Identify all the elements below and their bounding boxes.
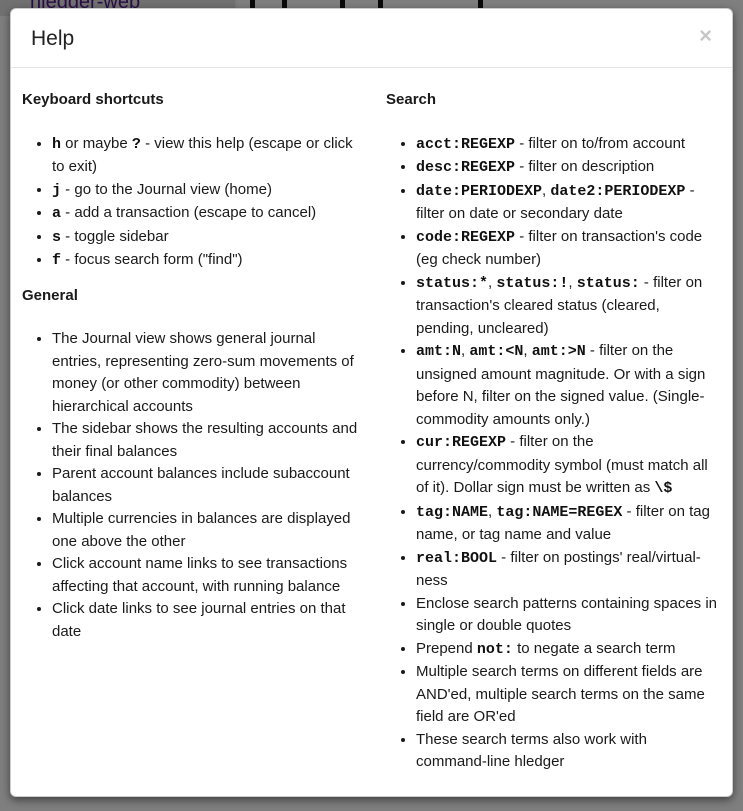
code-term: j <box>52 181 62 199</box>
help-item: • status:*, status:!, status: - filter on transaction's cleared status (cleared, pending, uncleared) <box>416 272 721 341</box>
help-item: • Multiple search terms on different fields are AND'ed, multiple search terms on the same field are OR'ed <box>416 661 721 729</box>
code-term: s <box>52 228 62 246</box>
modal-header <box>11 9 732 68</box>
help-item: • code:REGEXP - filter on transaction's code (eg check number) <box>416 226 721 272</box>
code-term: date:PERIODEXP <box>416 182 543 200</box>
help-item: • real:BOOL - filter on postings' real/virtual-ness <box>416 547 721 593</box>
code-term: status: <box>576 274 640 292</box>
code-term: status:! <box>496 274 569 292</box>
help-item: • Parent account balances include subaccount balances <box>52 463 364 508</box>
code-term: amt:N <box>416 343 462 360</box>
help-item: • Prepend not: to negate a search term <box>416 638 721 662</box>
code-term: cur:REGEXP <box>416 434 507 451</box>
help-item: • tag:NAME, tag:NAME=REGEX - filter on tag name, or tag name and value <box>416 501 721 547</box>
modal-title: Help <box>31 27 75 50</box>
code-term: ? <box>131 135 141 153</box>
code-term: amt:<N <box>469 343 524 360</box>
code-term: \$ <box>654 480 673 497</box>
help-item: • Click date links to see journal entries on that date <box>52 598 364 643</box>
section-heading: General <box>22 286 78 304</box>
help-item: • s - toggle sidebar <box>52 226 364 250</box>
help-item: • Click account name links to see transactions affecting that account, with running balance <box>52 553 364 598</box>
code-term: tag:NAME <box>416 503 489 521</box>
code-term: desc:REGEXP <box>416 159 516 176</box>
help-modal <box>10 8 733 797</box>
code-term: f <box>52 252 62 269</box>
code-term: date2:PERIODEXP <box>550 182 686 200</box>
help-list <box>22 328 364 643</box>
help-column-left <box>22 77 372 643</box>
help-item: • a - add a transaction (escape to cancel) <box>52 202 364 226</box>
help-item: • Multiple currencies in balances are displayed one above the other <box>52 508 364 553</box>
help-column-right <box>372 77 721 774</box>
section-heading: Search <box>386 91 437 108</box>
help-item: • cur:REGEXP - filter on the currency/commodity symbol (must match all of it). Dollar sign must be written as \$ <box>416 431 721 501</box>
help-item: • f - focus search form ("find") <box>52 249 364 273</box>
code-term: code:REGEXP <box>416 228 516 246</box>
help-item: • These search terms also work with command-line hledger <box>416 729 721 774</box>
modal-body <box>11 68 732 794</box>
help-item: • amt:N, amt:<N, amt:>N - filter on the unsigned amount magnitude. Or with a sign before N, filter on the signed value. (Single-commodity amounts only.) <box>416 340 721 431</box>
help-list <box>22 133 364 273</box>
code-term: acct:REGEXP <box>416 135 516 153</box>
help-item: • The Journal view shows general journal entries, representing zero-sum movements of money (or other commodity) between hierarchical accounts <box>52 328 364 418</box>
close-icon[interactable]: × <box>699 23 712 48</box>
code-term: real:BOOL <box>416 549 498 567</box>
code-term: tag:NAME=REGEX <box>496 503 623 521</box>
code-term: a <box>52 205 62 222</box>
code-term: not: <box>476 640 513 658</box>
help-item: • h or maybe ? - view this help (escape or click to exit) <box>52 133 364 179</box>
help-item: • The sidebar shows the resulting accounts and their final balances <box>52 418 364 463</box>
code-term: h <box>52 135 62 153</box>
help-item: • acct:REGEXP - filter on to/from account <box>416 133 721 157</box>
help-item: • j - go to the Journal view (home) <box>52 179 364 203</box>
help-item: • Enclose search patterns containing spaces in single or double quotes <box>416 593 721 638</box>
help-item: • desc:REGEXP - filter on description <box>416 156 721 180</box>
code-term: amt:>N <box>531 343 586 360</box>
help-list <box>386 133 721 774</box>
code-term: status:* <box>416 274 489 292</box>
section-heading: Keyboard shortcuts <box>22 91 164 108</box>
help-item: • date:PERIODEXP, date2:PERIODEXP - filter on date or secondary date <box>416 180 721 226</box>
